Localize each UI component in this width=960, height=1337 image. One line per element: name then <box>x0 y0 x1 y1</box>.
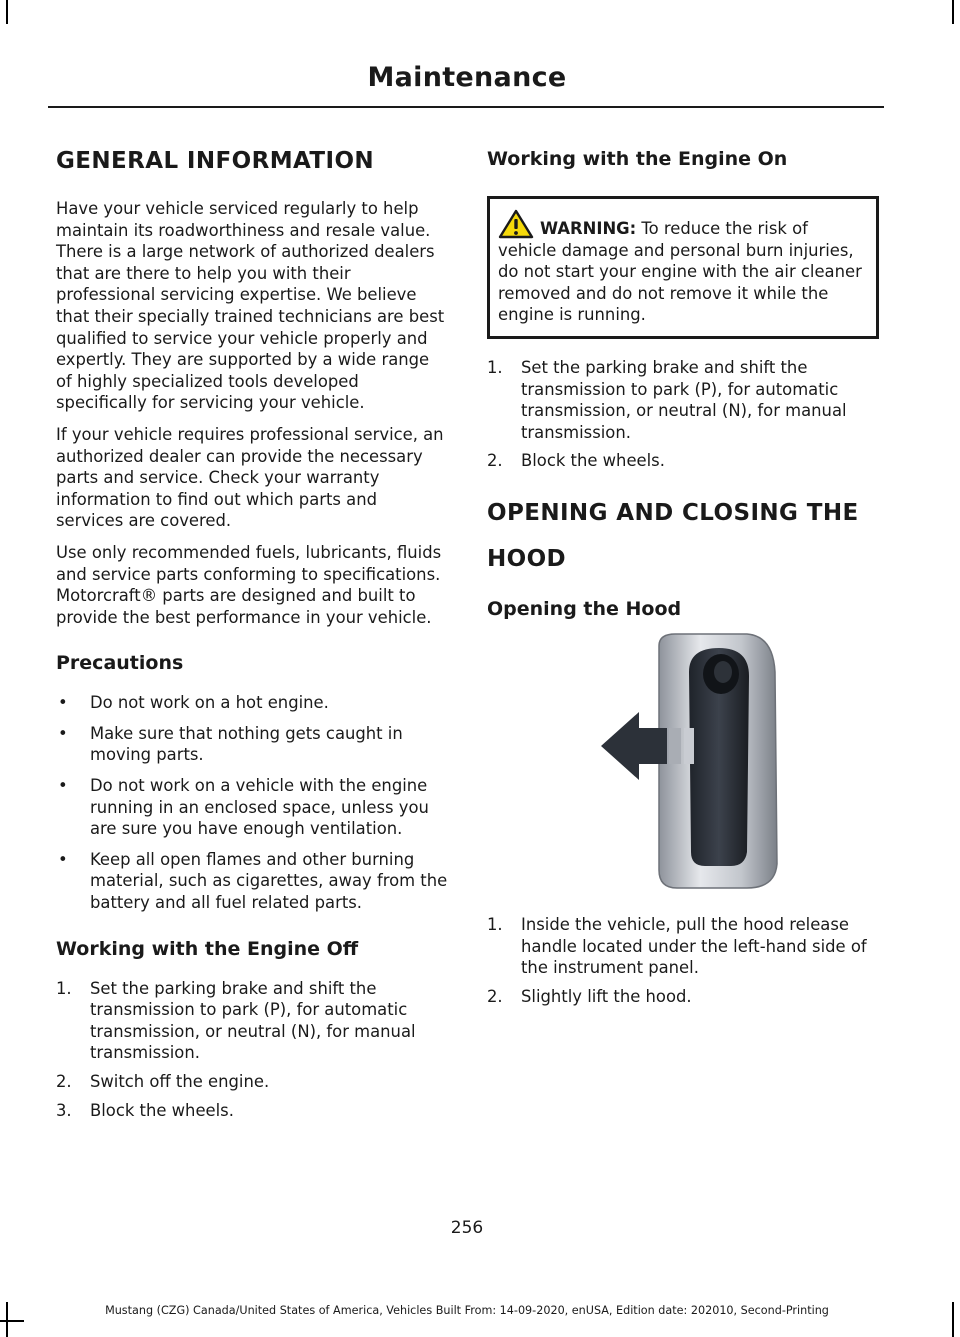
opening-hood-heading: Opening the Hood <box>487 597 682 620</box>
list-item: • Do not work on a vehicle with the engine running in an enclosed space, unless you are sure you have enough ventilation. <box>56 775 448 840</box>
precautions-list <box>56 692 448 913</box>
precautions-heading: Precautions <box>56 652 184 675</box>
opening-closing-hood-heading <box>487 498 879 574</box>
list-item <box>487 914 879 979</box>
crop-mark-top-left-v <box>6 0 8 24</box>
crop-mark-bottom-right-v <box>952 1302 954 1337</box>
header-divider <box>48 106 884 108</box>
warning-label: WARNING: <box>540 219 637 238</box>
general-paragraph-1: Have your vehicle serviced regularly to help maintain its roadworthiness and resale value. There is a large network of authorized dealers that are there to help you with their professional servicing expertise. We believe that their specially trained technicians are best qualified to service your vehicle properly and expertly. They are supported by a wide range of highly specialized tools developed specifically for servicing your vehicle. <box>56 199 445 413</box>
step-number: 2. <box>487 986 503 1006</box>
engine-on-steps <box>487 357 879 472</box>
heading-line-1: OPENING AND CLOSING THE <box>487 499 859 526</box>
list-item <box>56 978 448 1064</box>
page-header-title: Maintenance <box>367 62 567 93</box>
engine-off-heading: Working with the Engine Off <box>56 937 359 960</box>
right-column <box>487 146 879 1021</box>
step-number: 1. <box>56 978 72 998</box>
heading-line-2: HOOD <box>487 545 567 572</box>
engine-on-heading: Working with the Engine On <box>487 148 788 170</box>
step-number: 2. <box>56 1072 72 1091</box>
warning-text: To reduce the risk of vehicle damage and personal burn injuries, do not start your engine with the air cleaner removed and do not remove it while the engine is running. <box>498 219 862 325</box>
document-footer: Mustang (CZG) Canada/United States of America, Vehicles Built From: 14-09-2020, enUSA, Edition date: 202010, Second-Printing <box>105 1304 829 1317</box>
list-item <box>487 986 879 1008</box>
general-information-heading: GENERAL INFORMATION <box>56 148 375 174</box>
warning-triangle-icon <box>498 209 534 239</box>
step-text: Block the wheels. <box>521 451 665 471</box>
crop-mark-top-right-v <box>952 0 954 24</box>
crop-mark-bottom-left-h <box>0 1320 24 1322</box>
list-item: • Make sure that nothing gets caught in moving parts. <box>56 723 448 766</box>
step-number: 1. <box>487 914 503 934</box>
list-item: • Keep all open flames and other burning material, such as cigarettes, away from the battery and all fuel related parts. <box>56 849 448 914</box>
warning-box <box>487 196 879 339</box>
list-item <box>487 450 879 472</box>
opening-hood-steps <box>487 914 879 1007</box>
engine-off-steps <box>56 978 448 1122</box>
step-number: 3. <box>56 1100 72 1120</box>
list-item <box>487 357 879 443</box>
step-number: 2. <box>487 451 503 471</box>
general-paragraph-2: If your vehicle requires professional service, an authorized dealer can provide the necessary parts and service. Check your warranty information to find out which parts and services are covered. <box>56 424 444 531</box>
step-text: Set the parking brake and shift the transmission to park (P), for automatic transmission, or neutral (N), for manual transmission. <box>521 357 847 442</box>
page-number: 256 <box>450 1218 484 1238</box>
step-number: 1. <box>487 357 503 377</box>
hood-release-handle-illustration <box>597 632 897 892</box>
step-text: Switch off the engine. <box>90 1072 270 1091</box>
left-column <box>56 146 448 1135</box>
step-text: Inside the vehicle, pull the hood release handle located under the left-hand side of the instrument panel. <box>521 914 867 978</box>
list-item <box>56 1071 448 1093</box>
step-text: Block the wheels. <box>90 1100 234 1120</box>
list-item <box>56 1100 448 1122</box>
list-item: • Do not work on a hot engine. <box>56 692 448 714</box>
general-paragraph-3: Use only recommended fuels, lubricants, fluids and service parts conforming to specifications. Motorcraft® parts are designed and built to provide the best performance in your vehicle. <box>56 542 442 627</box>
step-text: Slightly lift the hood. <box>521 986 692 1006</box>
step-text: Set the parking brake and shift the transmission to park (P), for automatic transmission, or neutral (N), for manual transmission. <box>90 978 416 1063</box>
